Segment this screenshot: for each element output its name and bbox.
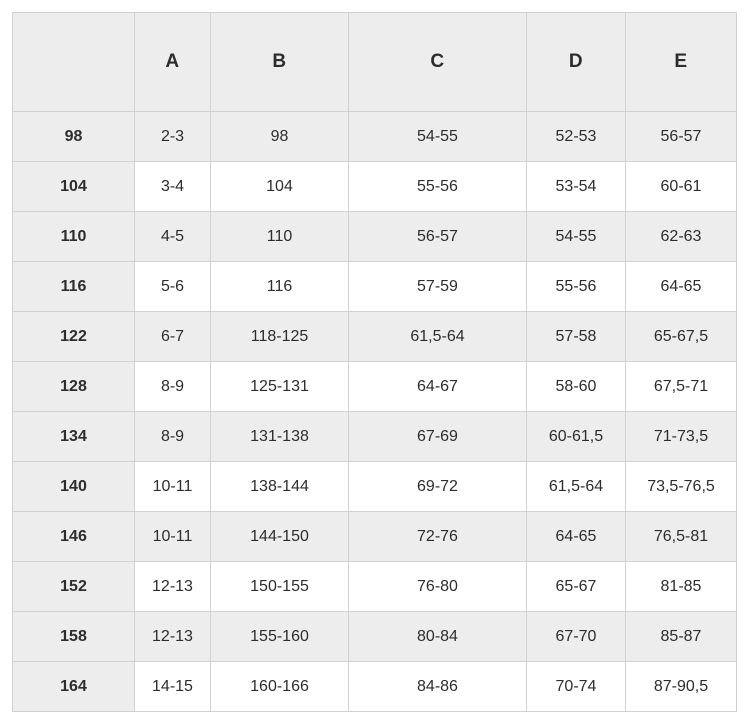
row-label: 134 xyxy=(13,412,135,462)
row-label: 140 xyxy=(13,462,135,512)
row-label: 164 xyxy=(13,662,135,712)
table-cell: 56-57 xyxy=(626,112,737,162)
table-cell: 60-61 xyxy=(626,162,737,212)
table-cell: 65-67,5 xyxy=(626,312,737,362)
table-cell: 72-76 xyxy=(349,512,527,562)
table-cell: 8-9 xyxy=(135,412,211,462)
table-cell: 57-58 xyxy=(527,312,626,362)
table-row xyxy=(13,262,737,312)
table-cell: 52-53 xyxy=(527,112,626,162)
row-label: 104 xyxy=(13,162,135,212)
column-header-c: C xyxy=(349,13,527,112)
size-table xyxy=(12,12,737,712)
table-row xyxy=(13,312,737,362)
table-cell: 62-63 xyxy=(626,212,737,262)
table-cell: 54-55 xyxy=(527,212,626,262)
table-cell: 76-80 xyxy=(349,562,527,612)
table-cell: 12-13 xyxy=(135,562,211,612)
corner-header-cell xyxy=(13,13,135,112)
row-label: 116 xyxy=(13,262,135,312)
table-cell: 5-6 xyxy=(135,262,211,312)
table-cell: 160-166 xyxy=(211,662,349,712)
table-cell: 65-67 xyxy=(527,562,626,612)
table-cell: 10-11 xyxy=(135,462,211,512)
table-cell: 67-70 xyxy=(527,612,626,662)
column-header-d: D xyxy=(527,13,626,112)
table-cell: 87-90,5 xyxy=(626,662,737,712)
column-header-e: E xyxy=(626,13,737,112)
table-cell: 85-87 xyxy=(626,612,737,662)
table-cell: 144-150 xyxy=(211,512,349,562)
table-cell: 98 xyxy=(211,112,349,162)
table-cell: 76,5-81 xyxy=(626,512,737,562)
table-cell: 84-86 xyxy=(349,662,527,712)
table-cell: 131-138 xyxy=(211,412,349,462)
size-table-body xyxy=(13,112,737,712)
table-cell: 69-72 xyxy=(349,462,527,512)
table-row xyxy=(13,362,737,412)
table-row xyxy=(13,562,737,612)
row-label: 98 xyxy=(13,112,135,162)
table-cell: 64-65 xyxy=(527,512,626,562)
table-row xyxy=(13,462,737,512)
table-cell: 56-57 xyxy=(349,212,527,262)
table-cell: 60-61,5 xyxy=(527,412,626,462)
size-table-header xyxy=(13,13,737,112)
table-cell: 4-5 xyxy=(135,212,211,262)
table-cell: 2-3 xyxy=(135,112,211,162)
table-cell: 125-131 xyxy=(211,362,349,412)
table-cell: 61,5-64 xyxy=(527,462,626,512)
table-cell: 71-73,5 xyxy=(626,412,737,462)
table-cell: 150-155 xyxy=(211,562,349,612)
table-cell: 57-59 xyxy=(349,262,527,312)
row-label: 158 xyxy=(13,612,135,662)
table-row xyxy=(13,512,737,562)
table-cell: 54-55 xyxy=(349,112,527,162)
table-row xyxy=(13,162,737,212)
table-cell: 73,5-76,5 xyxy=(626,462,737,512)
table-row xyxy=(13,212,737,262)
table-cell: 67-69 xyxy=(349,412,527,462)
table-cell: 155-160 xyxy=(211,612,349,662)
table-cell: 3-4 xyxy=(135,162,211,212)
table-cell: 118-125 xyxy=(211,312,349,362)
table-cell: 12-13 xyxy=(135,612,211,662)
table-cell: 64-67 xyxy=(349,362,527,412)
table-row xyxy=(13,412,737,462)
table-cell: 55-56 xyxy=(527,262,626,312)
table-cell: 138-144 xyxy=(211,462,349,512)
table-cell: 6-7 xyxy=(135,312,211,362)
table-cell: 104 xyxy=(211,162,349,212)
table-row xyxy=(13,662,737,712)
table-cell: 14-15 xyxy=(135,662,211,712)
row-label: 122 xyxy=(13,312,135,362)
table-cell: 61,5-64 xyxy=(349,312,527,362)
table-cell: 116 xyxy=(211,262,349,312)
table-row xyxy=(13,612,737,662)
table-cell: 10-11 xyxy=(135,512,211,562)
table-cell: 55-56 xyxy=(349,162,527,212)
column-header-b: B xyxy=(211,13,349,112)
table-cell: 110 xyxy=(211,212,349,262)
table-cell: 80-84 xyxy=(349,612,527,662)
table-cell: 53-54 xyxy=(527,162,626,212)
row-label: 152 xyxy=(13,562,135,612)
table-cell: 58-60 xyxy=(527,362,626,412)
table-row xyxy=(13,112,737,162)
table-cell: 70-74 xyxy=(527,662,626,712)
table-cell: 64-65 xyxy=(626,262,737,312)
row-label: 146 xyxy=(13,512,135,562)
table-cell: 67,5-71 xyxy=(626,362,737,412)
row-label: 110 xyxy=(13,212,135,262)
header-row xyxy=(13,13,737,112)
column-header-a: A xyxy=(135,13,211,112)
table-cell: 8-9 xyxy=(135,362,211,412)
table-cell: 81-85 xyxy=(626,562,737,612)
row-label: 128 xyxy=(13,362,135,412)
